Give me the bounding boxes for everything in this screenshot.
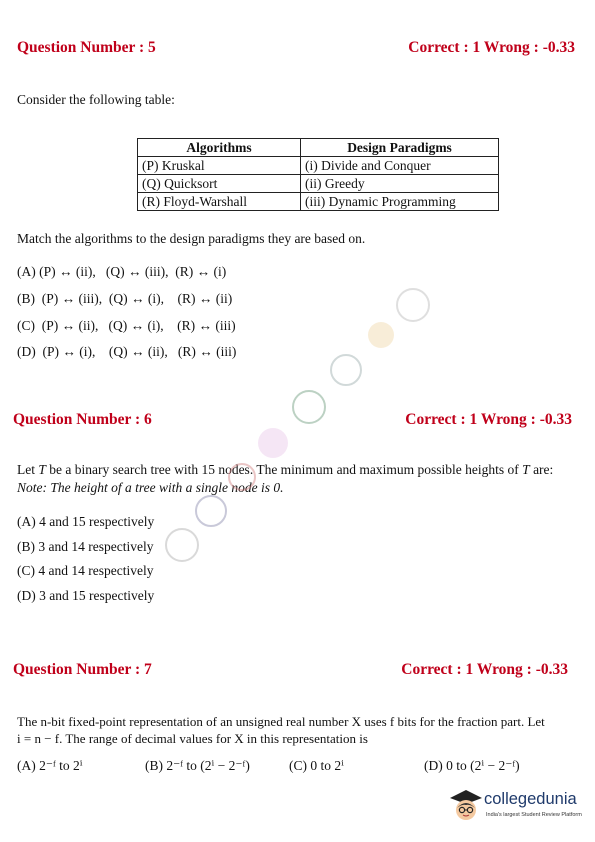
algorithms-table bbox=[137, 138, 499, 211]
watermark-seal-icon bbox=[292, 390, 326, 424]
watermark-seal-icon bbox=[195, 495, 227, 527]
stem-text: Let bbox=[17, 462, 39, 477]
table-cell: (P) Kruskal bbox=[138, 157, 301, 175]
question-7-option-b[interactable]: (B) 2⁻ᶠ to (2ⁱ − 2⁻ᶠ) bbox=[145, 758, 250, 773]
question-6-stem bbox=[17, 461, 553, 479]
stem-text: be a binary search tree with 15 nodes. The minimum and maximum possible heights of bbox=[45, 462, 523, 477]
question-7-option-d[interactable]: (D) 0 to (2ⁱ − 2⁻ᶠ) bbox=[424, 758, 520, 773]
table-header-row bbox=[138, 139, 499, 157]
brand-tagline: India's largest Student Review Platform bbox=[486, 812, 582, 818]
table-row bbox=[138, 175, 499, 193]
question-5-intro: Consider the following table: bbox=[17, 92, 175, 107]
question-5-number: Question Number : 5 bbox=[17, 39, 156, 56]
question-5-option-c[interactable]: (C) (P) ↔ (ii), (Q) ↔ (i), (R) ↔ (iii) bbox=[17, 318, 236, 333]
question-6-note: Note: The height of a tree with a single node is 0. bbox=[17, 480, 284, 495]
question-7-line-1: The n-bit fixed-point representation of an unsigned real number X uses f bits for the fraction part. Let bbox=[17, 714, 545, 729]
question-7-marks: Correct : 1 Wrong : -0.33 bbox=[401, 661, 568, 678]
question-6-option-a[interactable]: (A) 4 and 15 respectively bbox=[17, 514, 155, 529]
question-5-option-d[interactable]: (D) (P) ↔ (i), (Q) ↔ (ii), (R) ↔ (iii) bbox=[17, 344, 237, 359]
watermark-seal-icon bbox=[165, 528, 199, 562]
variable-t: T bbox=[38, 462, 46, 477]
question-5-option-b[interactable]: (B) (P) ↔ (iii), (Q) ↔ (i), (R) ↔ (ii) bbox=[17, 291, 233, 306]
question-7-option-a[interactable]: (A) 2⁻ᶠ to 2ⁱ bbox=[17, 758, 83, 773]
question-7-line-2: i = n − f. The range of decimal values for X in this representation is bbox=[17, 731, 368, 746]
collegedunia-logo-icon bbox=[448, 788, 484, 824]
table-row bbox=[138, 193, 499, 211]
stem-text: are: bbox=[529, 462, 554, 477]
watermark-seal-icon bbox=[396, 288, 430, 322]
table-cell: (ii) Greedy bbox=[301, 175, 499, 193]
table-cell: (Q) Quicksort bbox=[138, 175, 301, 193]
question-5-marks: Correct : 1 Wrong : -0.33 bbox=[408, 39, 575, 56]
brand-name: collegedunia bbox=[484, 790, 577, 808]
watermark-seal-icon bbox=[330, 354, 362, 386]
question-7-option-c[interactable]: (C) 0 to 2ⁱ bbox=[289, 758, 344, 773]
variable-t: T bbox=[522, 462, 530, 477]
question-6-option-b[interactable]: (B) 3 and 14 respectively bbox=[17, 539, 154, 554]
question-6-number: Question Number : 6 bbox=[13, 411, 152, 428]
table-header-paradigms: Design Paradigms bbox=[301, 139, 499, 157]
question-7-number: Question Number : 7 bbox=[13, 661, 152, 678]
question-6-option-d[interactable]: (D) 3 and 15 respectively bbox=[17, 588, 155, 603]
table-header-algorithms: Algorithms bbox=[138, 139, 301, 157]
table-cell: (R) Floyd-Warshall bbox=[138, 193, 301, 211]
watermark-seal-icon bbox=[228, 463, 256, 491]
table-cell: (i) Divide and Conquer bbox=[301, 157, 499, 175]
question-5-option-a[interactable]: (A) (P) ↔ (ii), (Q) ↔ (iii), (R) ↔ (i) bbox=[17, 264, 227, 279]
watermark-seal-icon bbox=[258, 428, 288, 458]
question-6-option-c[interactable]: (C) 4 and 14 respectively bbox=[17, 563, 154, 578]
question-6-marks: Correct : 1 Wrong : -0.33 bbox=[405, 411, 572, 428]
table-cell: (iii) Dynamic Programming bbox=[301, 193, 499, 211]
question-5-prompt: Match the algorithms to the design paradigms they are based on. bbox=[17, 231, 366, 246]
watermark-seal-icon bbox=[368, 322, 394, 348]
table-row bbox=[138, 157, 499, 175]
